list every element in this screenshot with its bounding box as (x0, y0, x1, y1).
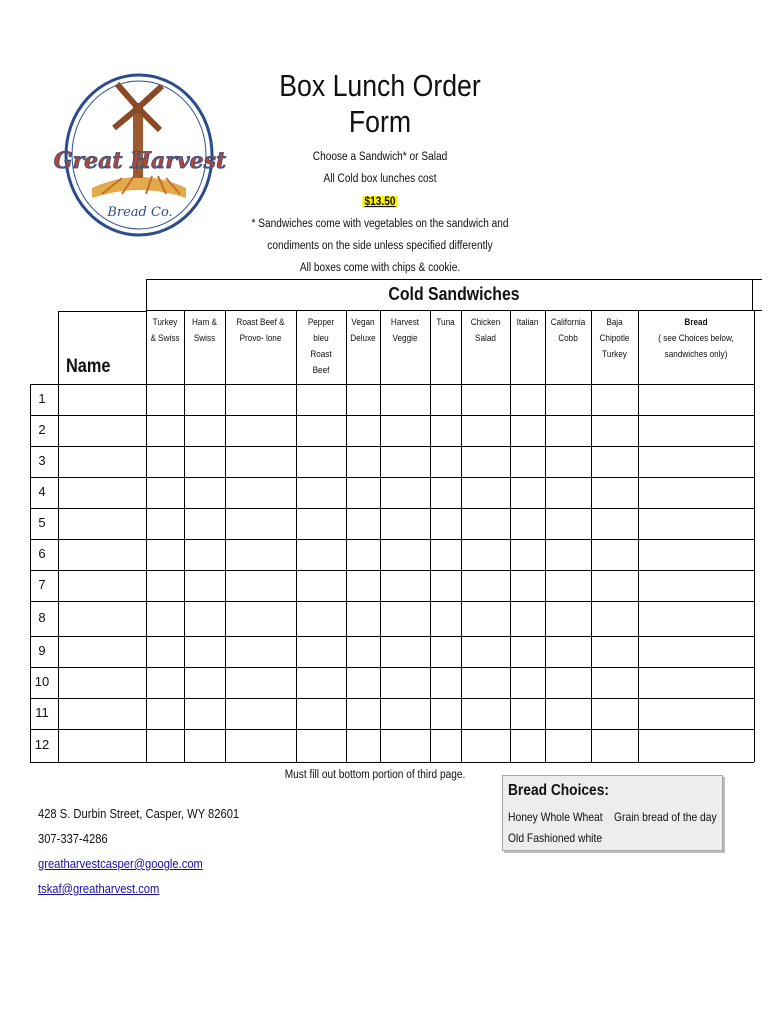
column-header-line: Bread (684, 317, 708, 328)
name-cell[interactable] (59, 602, 146, 636)
order-cell[interactable] (347, 478, 380, 508)
order-cell[interactable] (297, 571, 346, 601)
column-header-1 (187, 315, 222, 347)
column-header-11 (646, 315, 746, 363)
order-cell[interactable] (511, 447, 545, 477)
order-cell[interactable] (431, 602, 461, 636)
order-cell[interactable] (347, 637, 380, 667)
order-cell[interactable] (639, 668, 754, 698)
order-cell[interactable] (381, 416, 430, 446)
name-cell[interactable] (59, 447, 146, 477)
column-header-line: sandwiches only) (664, 349, 728, 360)
order-cell[interactable] (639, 509, 754, 539)
row-number: 3 (38, 452, 46, 468)
price-line (204, 191, 556, 213)
logo-subtitle: Bread Co. (107, 205, 173, 220)
logo-wordmark: Great Harvest (53, 148, 227, 174)
order-cell[interactable] (462, 668, 510, 698)
column-header-line: Cobb (558, 333, 578, 344)
order-cell[interactable] (546, 540, 591, 570)
order-cell[interactable] (347, 540, 380, 570)
order-cell[interactable] (297, 385, 346, 415)
bread-option: Grain bread of the day (614, 810, 717, 824)
address: 428 S. Durbin Street, Casper, WY 82601 (38, 806, 240, 821)
row-number: 4 (38, 483, 46, 499)
name-cell[interactable] (59, 699, 146, 729)
order-cell[interactable] (226, 668, 296, 698)
order-cell[interactable] (185, 699, 225, 729)
order-cell[interactable] (226, 447, 296, 477)
order-cell[interactable] (511, 730, 545, 762)
order-cell[interactable] (147, 699, 184, 729)
order-cell[interactable] (381, 478, 430, 508)
order-cell[interactable] (226, 416, 296, 446)
order-cell[interactable] (185, 540, 225, 570)
order-cell[interactable] (297, 447, 346, 477)
order-cell[interactable] (639, 730, 754, 762)
order-cell[interactable] (546, 447, 591, 477)
order-cell[interactable] (639, 416, 754, 446)
order-cell[interactable] (431, 385, 461, 415)
order-cell[interactable] (347, 730, 380, 762)
order-cell[interactable] (226, 602, 296, 636)
column-header-2 (230, 315, 291, 347)
order-cell[interactable] (297, 699, 346, 729)
order-cell[interactable] (297, 668, 346, 698)
bread-choices-heading: Bread Choices: (508, 782, 609, 799)
email-link-casper[interactable]: greatharvestcasper@google.com (38, 856, 203, 871)
order-cell[interactable] (381, 385, 430, 415)
order-cell[interactable] (381, 668, 430, 698)
order-cell[interactable] (147, 385, 184, 415)
column-header-line: Tuna (436, 317, 455, 328)
order-cell[interactable] (592, 571, 638, 601)
order-cell[interactable] (431, 699, 461, 729)
order-cell[interactable] (347, 668, 380, 698)
order-cell[interactable] (347, 385, 380, 415)
order-cell[interactable] (381, 509, 430, 539)
order-cell[interactable] (546, 571, 591, 601)
column-header-7 (464, 315, 506, 347)
order-cell[interactable] (185, 602, 225, 636)
order-cell[interactable] (592, 730, 638, 762)
page-title: Box Lunch Order Form (279, 68, 481, 139)
order-cell[interactable] (297, 637, 346, 667)
order-cell[interactable] (511, 416, 545, 446)
name-cell[interactable] (59, 509, 146, 539)
order-cell[interactable] (639, 602, 754, 636)
order-cell[interactable] (639, 571, 754, 601)
order-cell[interactable] (347, 447, 380, 477)
order-cell[interactable] (147, 602, 184, 636)
order-cell[interactable] (462, 416, 510, 446)
column-header-10 (594, 315, 634, 363)
column-header-4 (348, 315, 377, 347)
bread-option: Honey Whole Wheat (508, 810, 603, 824)
order-cell[interactable] (546, 637, 591, 667)
footer-note: Must fill out bottom portion of third page. (284, 769, 466, 781)
order-cell[interactable] (546, 699, 591, 729)
column-header-line: Roast (310, 349, 332, 360)
column-header-line: Veggie (392, 333, 418, 344)
column-header-line: Vegan (351, 317, 375, 328)
row-number: 6 (38, 545, 46, 561)
column-header-3 (300, 315, 343, 379)
order-cell[interactable] (347, 416, 380, 446)
order-cell[interactable] (431, 540, 461, 570)
order-cell[interactable] (462, 509, 510, 539)
order-cell[interactable] (431, 416, 461, 446)
order-cell[interactable] (511, 668, 545, 698)
name-cell[interactable] (59, 478, 146, 508)
order-cell[interactable] (511, 637, 545, 667)
order-cell[interactable] (462, 637, 510, 667)
order-cell[interactable] (639, 385, 754, 415)
order-cell[interactable] (511, 478, 545, 508)
column-header-line: Swiss (193, 333, 216, 344)
order-cell[interactable] (185, 447, 225, 477)
order-cell[interactable] (546, 416, 591, 446)
name-cell[interactable] (59, 730, 146, 762)
order-cell[interactable] (639, 637, 754, 667)
order-cell[interactable] (147, 571, 184, 601)
order-cell[interactable] (592, 602, 638, 636)
order-cell[interactable] (592, 385, 638, 415)
price-value: $13.50 (364, 196, 396, 208)
column-header-line: Provo- lone (239, 333, 282, 344)
order-cell[interactable] (185, 668, 225, 698)
name-cell[interactable] (59, 416, 146, 446)
order-cell[interactable] (592, 416, 638, 446)
name-column-header: Name (66, 356, 111, 377)
order-cell[interactable] (185, 730, 225, 762)
order-cell[interactable] (381, 637, 430, 667)
order-cell[interactable] (511, 385, 545, 415)
order-cell[interactable] (511, 699, 545, 729)
order-cell[interactable] (226, 385, 296, 415)
order-cell[interactable] (592, 699, 638, 729)
order-cell[interactable] (639, 478, 754, 508)
order-cell[interactable] (347, 602, 380, 636)
name-cell[interactable] (59, 571, 146, 601)
order-cell[interactable] (185, 416, 225, 446)
column-header-line: Salad (475, 333, 496, 344)
order-cell[interactable] (226, 637, 296, 667)
order-cell[interactable] (639, 699, 754, 729)
order-cell[interactable] (592, 478, 638, 508)
column-header-line: Chipotle (599, 333, 630, 344)
intro-line-2: All Cold box lunches cost (323, 173, 437, 185)
row-number: 7 (38, 576, 46, 592)
intro-line-5: condiments on the side unless specified differently (267, 240, 493, 252)
name-cell[interactable] (59, 385, 146, 415)
order-cell[interactable] (511, 540, 545, 570)
order-cell[interactable] (297, 540, 346, 570)
order-cell[interactable] (226, 730, 296, 762)
order-cell[interactable] (546, 602, 591, 636)
order-cell[interactable] (226, 478, 296, 508)
bread-choices-box (502, 775, 723, 851)
order-cell[interactable] (431, 447, 461, 477)
great-harvest-logo (53, 70, 227, 240)
order-cell[interactable] (431, 730, 461, 762)
order-cell[interactable] (381, 540, 430, 570)
order-cell[interactable] (226, 699, 296, 729)
order-cell[interactable] (381, 602, 430, 636)
column-header-line: Turkey (152, 317, 178, 328)
cold-sandwiches-heading: Cold Sandwiches (388, 284, 520, 304)
order-cell[interactable] (546, 478, 591, 508)
column-header-line: bleu (313, 333, 329, 344)
order-cell[interactable] (147, 478, 184, 508)
bread-option: Old Fashioned white (508, 831, 603, 845)
order-cell[interactable] (381, 699, 430, 729)
column-header-line: ( see Choices below, (658, 333, 734, 344)
order-cell[interactable] (226, 571, 296, 601)
order-cell[interactable] (546, 509, 591, 539)
order-cell[interactable] (147, 730, 184, 762)
name-cell[interactable] (59, 540, 146, 570)
order-cell[interactable] (462, 540, 510, 570)
order-cell[interactable] (431, 637, 461, 667)
name-cell[interactable] (59, 668, 146, 698)
order-cell[interactable] (185, 637, 225, 667)
order-cell[interactable] (592, 509, 638, 539)
order-cell[interactable] (431, 668, 461, 698)
name-cell[interactable] (59, 637, 146, 667)
order-cell[interactable] (297, 730, 346, 762)
order-cell[interactable] (147, 509, 184, 539)
column-header-9 (548, 315, 588, 347)
column-header-line: Ham & (192, 317, 217, 328)
order-cell[interactable] (147, 416, 184, 446)
row-number: 12 (34, 736, 50, 752)
intro-line-4: * Sandwiches come with vegetables on the sandwich and (251, 218, 509, 230)
phone: 307-337-4286 (38, 831, 108, 846)
order-cell[interactable] (431, 571, 461, 601)
column-header-line: Beef (312, 365, 330, 376)
order-cell[interactable] (147, 447, 184, 477)
order-cell[interactable] (226, 540, 296, 570)
column-header-line: Chicken (470, 317, 501, 328)
order-cell[interactable] (462, 447, 510, 477)
order-cell[interactable] (462, 478, 510, 508)
order-cell[interactable] (592, 668, 638, 698)
order-cell[interactable] (185, 385, 225, 415)
column-header-5 (384, 315, 427, 347)
order-cell[interactable] (546, 668, 591, 698)
order-cell[interactable] (147, 540, 184, 570)
column-header-line: California (550, 317, 586, 328)
order-cell[interactable] (462, 699, 510, 729)
order-cell[interactable] (147, 668, 184, 698)
order-cell[interactable] (546, 385, 591, 415)
order-cell[interactable] (381, 447, 430, 477)
row-number: 8 (38, 609, 46, 625)
row-number: 2 (38, 421, 46, 437)
column-header-line: Deluxe (350, 333, 376, 344)
order-cell[interactable] (297, 602, 346, 636)
order-cell[interactable] (185, 509, 225, 539)
order-cell[interactable] (639, 447, 754, 477)
order-cell[interactable] (297, 416, 346, 446)
row-number: 11 (35, 704, 49, 720)
order-cell[interactable] (462, 571, 510, 601)
order-cell[interactable] (639, 540, 754, 570)
column-header-line: Turkey (602, 349, 627, 360)
column-header-line: Pepper (307, 317, 335, 328)
order-cell[interactable] (592, 447, 638, 477)
order-cell[interactable] (511, 509, 545, 539)
order-cell[interactable] (347, 509, 380, 539)
intro-line-1: Choose a Sandwich* or Salad (312, 151, 448, 163)
order-cell[interactable] (546, 730, 591, 762)
order-cell[interactable] (297, 509, 346, 539)
order-cell[interactable] (347, 699, 380, 729)
order-cell[interactable] (592, 540, 638, 570)
order-cell[interactable] (185, 478, 225, 508)
order-cell[interactable] (462, 385, 510, 415)
intro-line-6: All boxes come with chips & cookie. (299, 262, 461, 274)
row-number: 10 (34, 673, 50, 689)
order-cell[interactable] (592, 637, 638, 667)
column-header-0 (149, 315, 182, 347)
column-header-8 (512, 315, 542, 331)
column-header-line: Roast Beef & (236, 317, 285, 328)
row-number: 5 (38, 514, 46, 530)
order-cell[interactable] (462, 730, 510, 762)
order-cell[interactable] (147, 637, 184, 667)
column-header-line: Harvest (390, 317, 420, 328)
column-header-line: & Swiss (150, 333, 180, 344)
order-cell[interactable] (511, 571, 545, 601)
email-link-tskaf[interactable]: tskaf@greatharvest.com (38, 881, 160, 896)
order-cell[interactable] (462, 602, 510, 636)
order-cell[interactable] (381, 571, 430, 601)
order-cell[interactable] (511, 602, 545, 636)
order-cell[interactable] (347, 571, 380, 601)
row-number: 9 (38, 642, 46, 658)
column-header-6 (432, 315, 459, 331)
order-cell[interactable] (431, 509, 461, 539)
order-cell[interactable] (297, 478, 346, 508)
row-number: 1 (38, 390, 46, 406)
order-cell[interactable] (431, 478, 461, 508)
order-cell[interactable] (226, 509, 296, 539)
order-cell[interactable] (185, 571, 225, 601)
column-header-line: Italian (516, 317, 539, 328)
order-cell[interactable] (381, 730, 430, 762)
column-header-line: Baja (606, 317, 623, 328)
